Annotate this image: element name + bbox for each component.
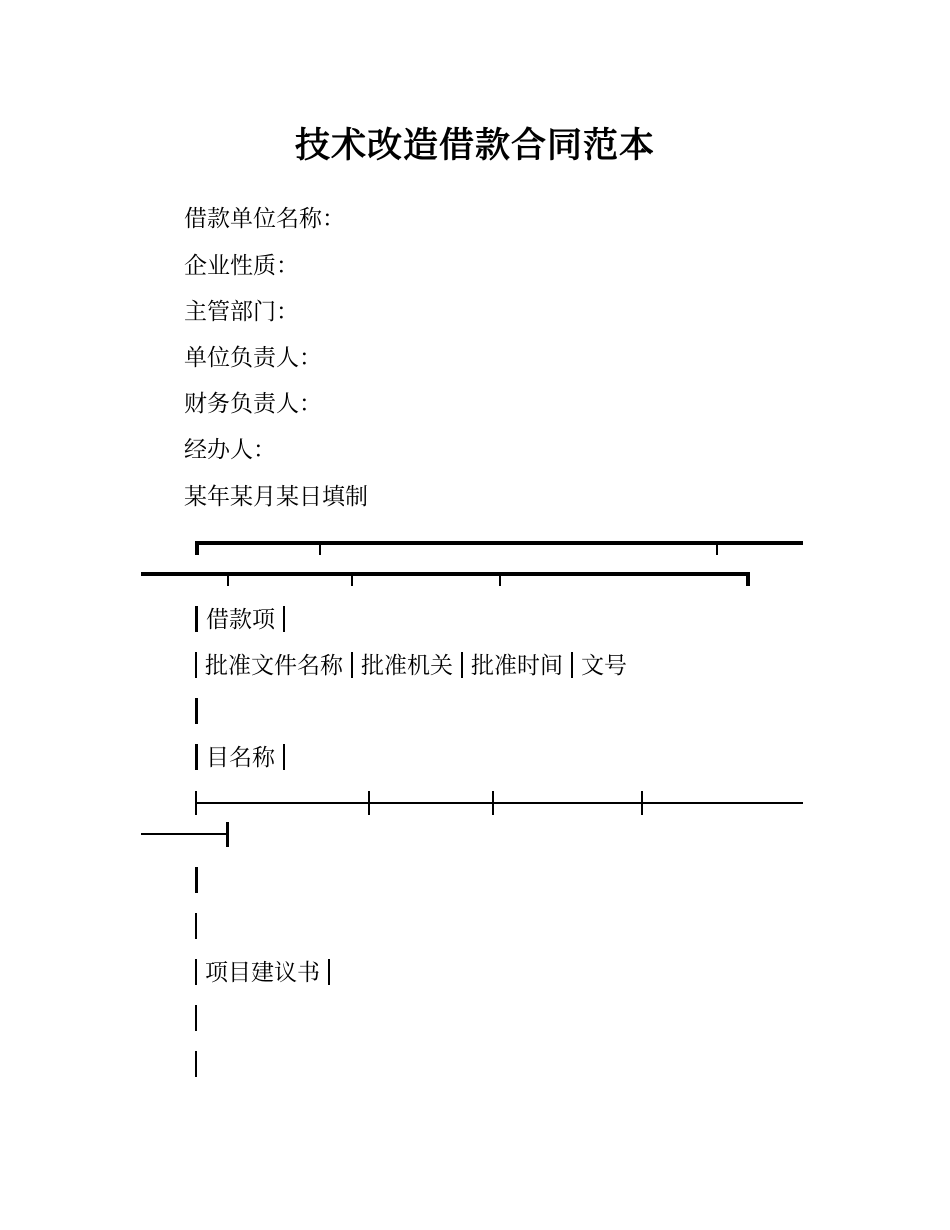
field-unit-head: 单位负责人：: [184, 345, 322, 371]
header-approval-time: 批准时间: [471, 653, 563, 679]
table-empty-row: [185, 866, 206, 896]
document-title: 技术改造借款合同范本: [294, 126, 655, 166]
table-empty-row: [185, 1004, 205, 1034]
table-border-bar: [283, 606, 285, 632]
table-border-bar: [351, 652, 353, 678]
table-row-header-label: [185, 605, 293, 635]
table-border-bar: [195, 913, 197, 939]
table-empty-row: [185, 1050, 205, 1080]
row1-label-cont: 目名称: [206, 745, 275, 771]
table-header-row: [185, 651, 627, 681]
header-doc-number: 文号: [581, 653, 627, 679]
field-supervising-dept: 主管部门：: [184, 299, 299, 325]
row2-label: 项目建议书: [205, 960, 320, 986]
table-border-bar: [195, 1051, 197, 1077]
table-border-bar: [195, 698, 198, 724]
field-enterprise-type: 企业性质：: [184, 253, 299, 279]
table-border-bar: [195, 867, 198, 893]
table-border-bar: [195, 959, 197, 985]
field-fill-date: 某年某月某日填制: [184, 484, 368, 510]
table-border-bar: [195, 652, 197, 678]
table-border-bar: [195, 744, 198, 770]
table-border-bar: [571, 652, 573, 678]
table-empty-row: [185, 912, 205, 942]
header-approval-authority: 批准机关: [361, 653, 453, 679]
table-border-bar: [195, 606, 198, 632]
table-border-bar: [195, 1005, 197, 1031]
header-approval-doc: 批准文件名称: [205, 653, 343, 679]
table-empty-row: [185, 697, 206, 727]
table-row-label-cont: [185, 743, 293, 773]
field-finance-head: 财务负责人：: [184, 391, 322, 417]
field-borrower-name: 借款单位名称：: [184, 206, 345, 232]
table-row-proposal: [185, 958, 338, 988]
field-handler: 经办人：: [184, 437, 276, 463]
table-border-bar: [283, 744, 285, 770]
row1-label: 借款项: [206, 607, 275, 633]
table-border-bar: [328, 959, 330, 985]
table-border-bar: [461, 652, 463, 678]
